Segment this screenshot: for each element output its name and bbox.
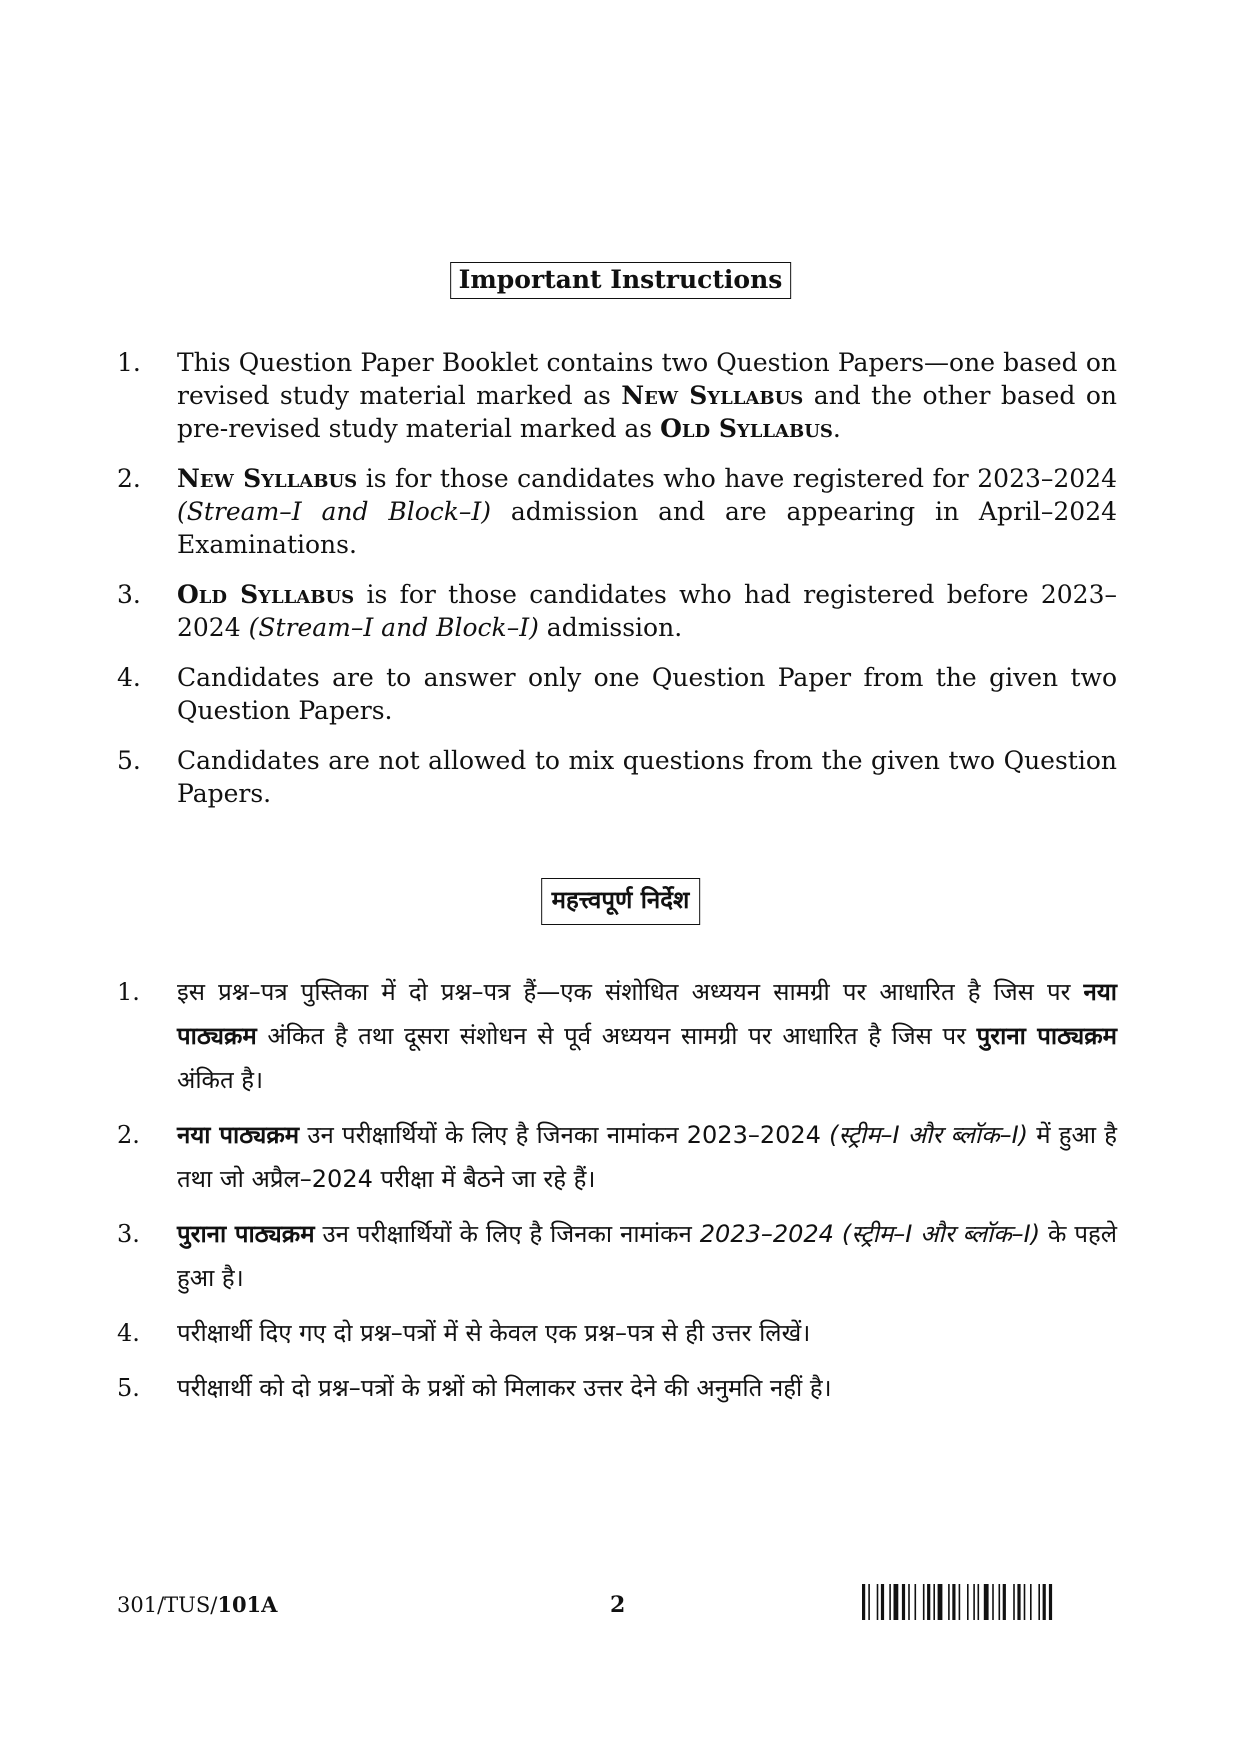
item-text: Old Syllabus is for those candidates who had registered before 2023–2024 (Stream–I and Block–I) admission.	[177, 580, 1117, 642]
old-syllabus-label: Old Syllabus	[177, 580, 355, 609]
item-number: 2.	[117, 464, 141, 493]
old-syllabus-label: Old Syllabus	[660, 414, 833, 443]
english-heading: Important Instructions	[450, 262, 792, 299]
item-number: 3.	[117, 580, 141, 609]
item-text: New Syllabus is for those candidates who have registered for 2023–2024 (Stream–I and Block–I) admission and are appearing in April–2024 Examinations.	[177, 464, 1118, 559]
item-text: Candidates are not allowed to mix questions from the given two Question Papers.	[177, 746, 1117, 808]
list-item	[117, 462, 1117, 561]
item-text: इस प्रश्न–पत्र पुस्तिका में दो प्रश्न–पत्र हैं—एक संशोधित अध्ययन सामग्री पर आधारित है जिस पर नया पाठ्यक्रम अंकित है तथा दूसरा संशोधन से पूर्व अध्ययन सामग्री पर आधारित है जिस पर पुराना पाठ्यक्रम अंकित है।	[177, 978, 1117, 1094]
list-item	[117, 1113, 1117, 1201]
list-item	[117, 744, 1117, 810]
item-number: 5.	[117, 1374, 140, 1402]
item-text: Candidates are to answer only one Question Paper from the given two Question Papers.	[177, 663, 1117, 725]
item-text: नया पाठ्यक्रम उन परीक्षार्थियों के लिए है जिनका नामांकन 2023–2024 (स्ट्रीम–I और ब्लॉक–I) में हुआ है तथा जो अप्रैल–2024 परीक्षा में बैठने जा रहे हैं।	[177, 1121, 1117, 1193]
item-text: परीक्षार्थी दिए गए दो प्रश्न–पत्रों में से केवल एक प्रश्न–पत्र से ही उत्तर लिखें।	[177, 1319, 811, 1347]
barcode-icon	[862, 1584, 1118, 1620]
list-item	[117, 1366, 1117, 1410]
item-text: This Question Paper Booklet contains two Question Papers—one based on revised study material marked as New Syllabus and the other based on pre-revised study material marked as Old Syllabus.	[177, 348, 1117, 443]
english-instructions	[117, 346, 1117, 827]
item-text: पुराना पाठ्यक्रम उन परीक्षार्थियों के लिए है जिनका नामांकन 2023–2024 (स्ट्रीम–I और ब्लॉक–I) के पहले हुआ है।	[177, 1220, 1118, 1292]
item-number: 3.	[117, 1220, 140, 1248]
list-item	[117, 970, 1117, 1102]
page-number: 2	[610, 1592, 626, 1618]
item-number: 5.	[117, 746, 141, 775]
new-syllabus-label: New Syllabus	[621, 381, 804, 410]
item-number: 4.	[117, 1319, 140, 1347]
hindi-instructions	[117, 970, 1117, 1421]
item-number: 2.	[117, 1121, 140, 1149]
list-item	[117, 346, 1117, 445]
list-item	[117, 578, 1117, 644]
list-item	[117, 1311, 1117, 1355]
list-item	[117, 1212, 1117, 1300]
item-text: परीक्षार्थी को दो प्रश्न–पत्रों के प्रश्नों को मिलाकर उत्तर देने की अनुमति नहीं है।	[177, 1374, 832, 1402]
item-number: 1.	[117, 978, 140, 1006]
item-number: 4.	[117, 663, 141, 692]
new-syllabus-label: New Syllabus	[177, 464, 358, 493]
paper-code: 301/TUS/101A	[117, 1592, 278, 1617]
item-number: 1.	[117, 348, 141, 377]
hindi-heading: महत्त्वपूर्ण निर्देश	[541, 878, 701, 925]
list-item	[117, 661, 1117, 727]
